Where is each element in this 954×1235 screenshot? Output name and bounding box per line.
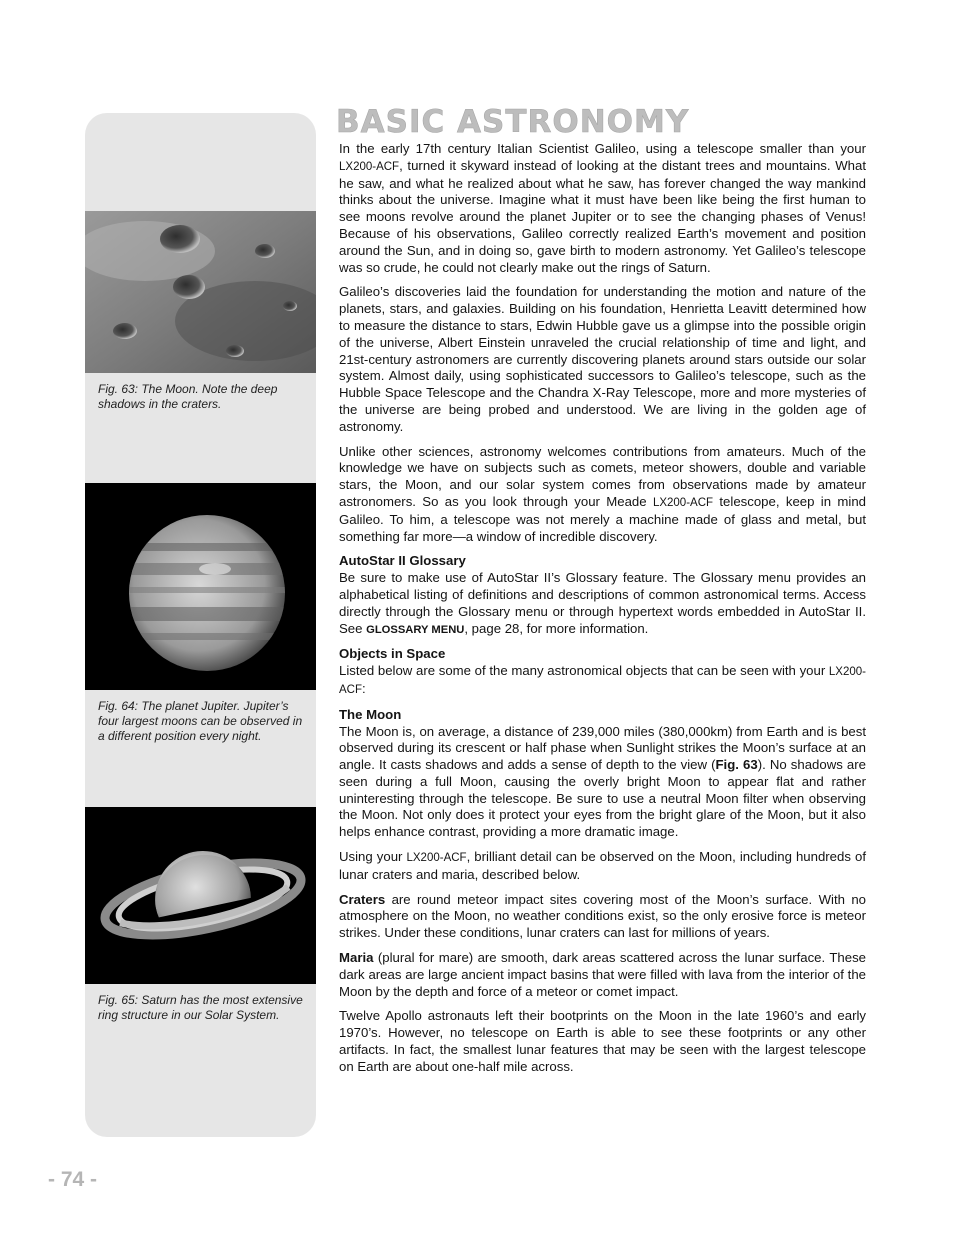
figure-64-caption: Fig. 64: The planet Jupiter. Jupiter’s four largest moons can be observed in a different position every night. xyxy=(98,699,303,743)
text: : xyxy=(362,680,366,696)
moon-photo xyxy=(85,211,316,373)
model-name: LX200-ACF xyxy=(339,160,400,173)
paragraph-objects xyxy=(339,663,866,699)
text: Using your xyxy=(339,849,407,865)
saturn-photo xyxy=(85,807,316,984)
jupiter-photo xyxy=(85,483,316,690)
model-name: LX200-ACF xyxy=(406,852,467,865)
figure-reference: Fig. 63 xyxy=(715,757,758,773)
figure-63-caption: Fig. 63: The Moon. Note the deep shadows in the craters. xyxy=(98,382,278,411)
page-number: - 74 - xyxy=(48,1168,98,1191)
paragraph-amateurs xyxy=(339,444,866,546)
text: (plural for mare) are smooth, dark areas scattered across the lunar surface. These dark areas are large ancient impact basins that were filled with lava from the interior of the Moon by the depth and force of a meteor or comet impact. xyxy=(339,950,866,999)
text: , page 28, for more information. xyxy=(464,620,649,636)
text: In the early 17th century Italian Scientist Galileo, using a telescope smaller than your xyxy=(339,141,866,156)
text: , brilliant detail can be observed on the Moon, including hundreds of lunar craters and maria, described below. xyxy=(339,849,866,882)
text: Unlike other sciences, astronomy welcomes contributions from amateurs. Much of the knowledge we have on subjects such as comets, meteor showers, double and variable stars, the Moon, and our solar system comes from observations made by amateur astronomers. So as you look through your Meade xyxy=(339,443,866,509)
text: Listed below are some of the many astronomical objects that can be seen with your xyxy=(339,663,829,679)
paragraph-moon xyxy=(339,724,866,842)
text: ). No shadows are seen during a full Moon, causing the overly bright Moon to appear flat and rather uninteresting through the telescope. Be sure to use a neutral Moon filter when observing the Moon. Not only does it protect your eyes from the bright glare of the Moon, but it also helps enhance contrast, providing a more dramatic image. xyxy=(339,757,866,840)
text: are round meteor impact sites covering most of the Moon’s surface. With no atmosphere on the Moon, no weather conditions exist, so the only erosive force is meteor strikes. Under these conditions, lunar craters can last for millions of years. xyxy=(339,891,866,941)
page-title: BASIC ASTRONOMY xyxy=(336,104,690,140)
text: The Moon is, on average, a distance of 239,000 miles (380,000km) from Earth and is best observed during its crescent or half phase when Sunlight strikes the Moon’s surface at an angle. It casts shadows and adds a sense of depth to the view ( xyxy=(339,723,866,773)
paragraph-glossary xyxy=(339,570,866,638)
text: telescope, keep in mind Galileo. To him, a telescope was not merely a machine made of glass and metal, but something far more—a window of incredible discovery. xyxy=(339,493,866,544)
heading-glossary: AutoStar II Glossary xyxy=(339,553,466,569)
paragraph-using xyxy=(339,849,866,884)
paragraph-craters xyxy=(339,892,866,942)
body-text xyxy=(339,141,866,1084)
paragraph-apollo: Twelve Apollo astronauts left their bootprints on the Moon in the late 1960’s and early 1970’s. However, no telescope on Earth is able to see these footprints or any other artifacts. In fact, the smallest lunar features that may be seen with the largest telescope on Earth are about one-half mile across. xyxy=(339,1008,866,1074)
heading-the-moon: The Moon xyxy=(339,706,402,722)
term-maria: Maria xyxy=(339,950,374,966)
model-name: LX200-ACF xyxy=(652,496,714,509)
model-name: LX200-ACF xyxy=(339,666,866,696)
paragraph-maria xyxy=(339,950,866,1000)
paragraph-galileo xyxy=(339,141,866,276)
term-craters: Craters xyxy=(339,891,386,907)
figure-65-caption: Fig. 65: Saturn has the most extensive ring structure in our Solar System. xyxy=(98,993,303,1022)
glossary-menu-reference: GLOSSARY MENU xyxy=(366,623,465,636)
text: Be sure to make use of AutoStar II’s Glossary feature. The Glossary menu provides an alphabetical listing of definitions and descriptions of common astronomical terms. Access directly through the Glossary menu or through hypertext words embedded in AutoStar II. See xyxy=(339,570,866,636)
paragraph-discoveries: Galileo’s discoveries laid the foundation for understanding the motion and nature of the planets, stars, and galaxies. Building on his foundation, Henrietta Leavitt determined how to measure the distance to stars, Edwin Hubble gave us a glimpse into the possible origin of the universe, Albert Einstein unraveled the crucial relationship of time and light, and 21st-century astronomers are currently discovering planets around stars outside our solar system. Almost daily, using sophisticated successors to Galileo’s telescope, such as the Hubble Space Telescope and the Chandra X-Ray Telescope, more and more mysteries of the universe are being probed and understood. We are living in the golden age of astronomy. xyxy=(339,284,866,434)
heading-objects-in-space: Objects in Space xyxy=(339,646,446,662)
text: , turned it skyward instead of looking at the distant trees and mountains. What he saw, and what he realized about what he saw, has forever changed the way mankind thinks about the universe. Imagine what it must have been like being the first human to see moons revolve around the planet Jupiter or to see the changing phases of Venus! Because of his observations, Galileo correctly realized Earth’s movement and position around the Sun, and in doing so, gave birth to modern astronomy. Yet Galileo’s telescope was so crude, he could not clearly make out the rings of Saturn. xyxy=(339,157,866,275)
